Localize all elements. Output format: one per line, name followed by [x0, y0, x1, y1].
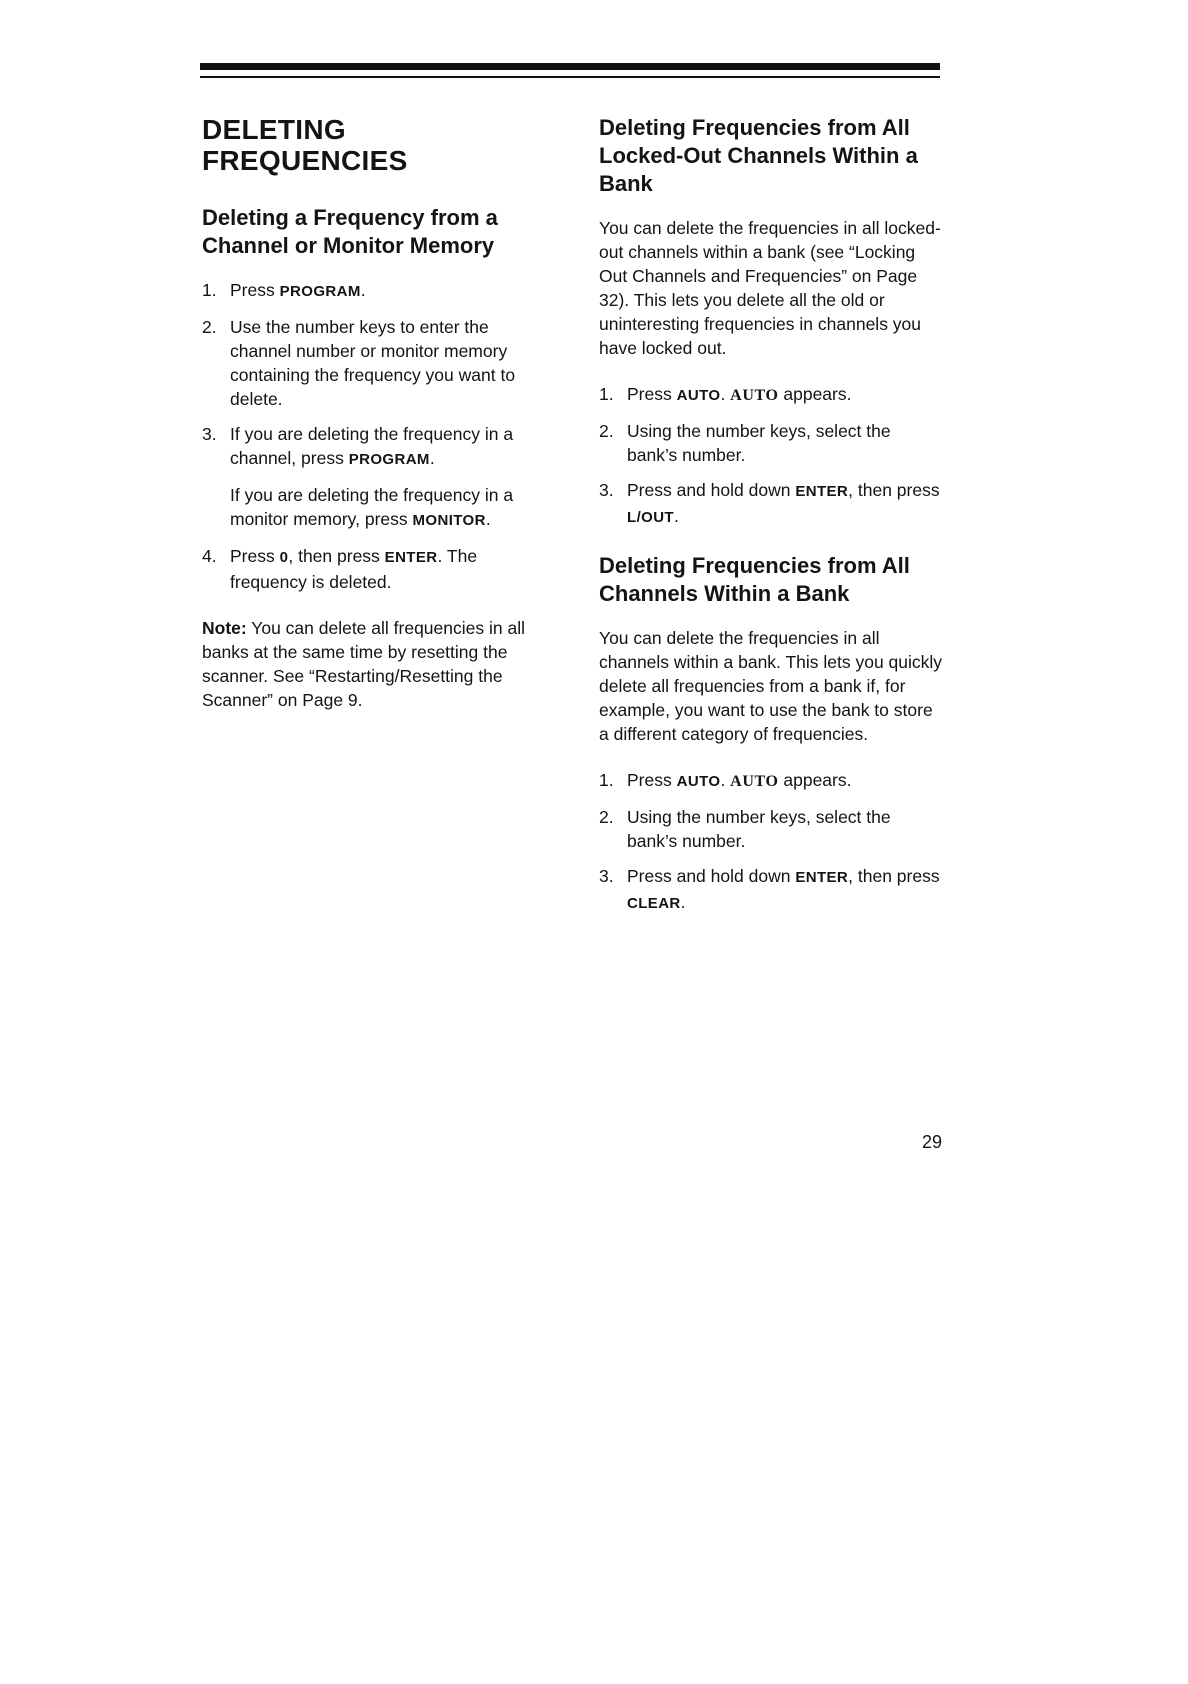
step-number: 2.	[599, 421, 614, 441]
step-text: .	[720, 770, 731, 790]
key-label: ENTER	[795, 869, 849, 886]
step-text: , then press	[848, 866, 940, 886]
step-number: 3.	[599, 866, 614, 886]
key-label: AUTO	[676, 773, 721, 790]
step-number: 2.	[202, 317, 217, 337]
page-number: 29	[922, 1132, 943, 1152]
display-indicator: AUTO	[730, 773, 779, 790]
step-text: If you are deleting the frequency in a monitor memory, press	[230, 485, 514, 529]
paragraph-locked-out: You can delete the frequencies in all locked-out channels within a bank (see “Locking Out Channels and Frequencies” on Page 32). This lets you delete all the old or uninteresting frequencies in channels you have locked out.	[599, 218, 941, 358]
step-text: Use the number keys to enter the channel number or monitor memory containing the frequency you want to delete.	[230, 317, 516, 409]
note-text: You can delete all frequencies in all banks at the same time by resetting the scanner. See “Restarting/Resetting the Scanner” on Page 9.	[202, 618, 525, 710]
step-item	[599, 768, 945, 794]
step-text: Using the number keys, select the bank’s number.	[627, 807, 891, 851]
key-label: AUTO	[676, 387, 721, 404]
step-number: 4.	[202, 546, 217, 566]
step-item	[599, 805, 945, 853]
step-text: Press and hold down	[627, 480, 796, 500]
step-text: .	[680, 892, 686, 912]
left-column	[202, 114, 552, 734]
step-item	[599, 382, 945, 408]
section-title-all-channels: Deleting Frequencies from All Channels Within a Bank	[599, 553, 910, 606]
step-number: 1.	[599, 770, 614, 790]
page-title: DELETING FREQUENCIES	[202, 114, 408, 176]
step-text: .	[674, 506, 679, 526]
step-number: 3.	[599, 480, 614, 500]
step-text: . The frequency is deleted.	[230, 546, 478, 592]
step-number: 2.	[599, 807, 614, 827]
key-label: ENTER	[384, 549, 438, 566]
step-item	[202, 544, 552, 594]
section-title-locked-out: Deleting Frequencies from All Locked-Out Channels Within a Bank	[599, 115, 918, 196]
step-text: appears.	[778, 770, 852, 790]
paragraph-all-channels: You can delete the frequencies in all channels within a bank. This lets you quickly delete all frequencies from a bank if, for example, you want to use the bank to store a different category of frequencies.	[599, 628, 943, 744]
step-item	[599, 419, 945, 467]
steps-locked-out	[599, 382, 945, 530]
section-title-delete-single: Deleting a Frequency from a Channel or Monitor Memory	[202, 205, 498, 258]
step-text: .	[720, 384, 731, 404]
key-label: 0	[279, 549, 289, 566]
steps-all-channels	[599, 768, 945, 916]
step-text: , then press	[848, 480, 940, 500]
key-label: PROGRAM	[279, 283, 361, 300]
note-paragraph	[202, 616, 552, 712]
step-text: , then press	[288, 546, 385, 566]
key-label: PROGRAM	[348, 451, 430, 468]
note-label: Note:	[202, 618, 247, 638]
step-text: Using the number keys, select the bank’s number.	[627, 421, 891, 465]
step-number: 3.	[202, 424, 217, 444]
step-text: Press	[627, 770, 677, 790]
display-indicator: AUTO	[730, 387, 779, 404]
step-text: Press and hold down	[627, 866, 796, 886]
step-item	[202, 315, 552, 411]
step-text: .	[360, 280, 366, 300]
step-item	[202, 422, 552, 533]
header-rule-thick	[200, 63, 940, 70]
key-label: CLEAR	[627, 895, 681, 912]
key-label: ENTER	[795, 483, 849, 500]
step-number: 1.	[599, 384, 614, 404]
step-item	[599, 864, 945, 916]
right-column	[599, 114, 945, 938]
key-label: L/OUT	[627, 509, 674, 526]
step-text: appears.	[778, 384, 852, 404]
step-text: If you are deleting the frequency in a channel, press	[230, 424, 514, 468]
step-text: Press	[230, 546, 280, 566]
step-item	[599, 478, 945, 530]
step-item	[202, 278, 552, 304]
step-number: 1.	[202, 280, 217, 300]
step-text: Press	[230, 280, 280, 300]
step-text: Press	[627, 384, 677, 404]
step-subparagraph	[230, 483, 552, 533]
key-label: MONITOR	[412, 512, 486, 529]
steps-delete-single	[202, 278, 552, 594]
step-text: .	[429, 448, 435, 468]
header-rule-thin	[200, 76, 940, 78]
step-text: .	[485, 509, 491, 529]
